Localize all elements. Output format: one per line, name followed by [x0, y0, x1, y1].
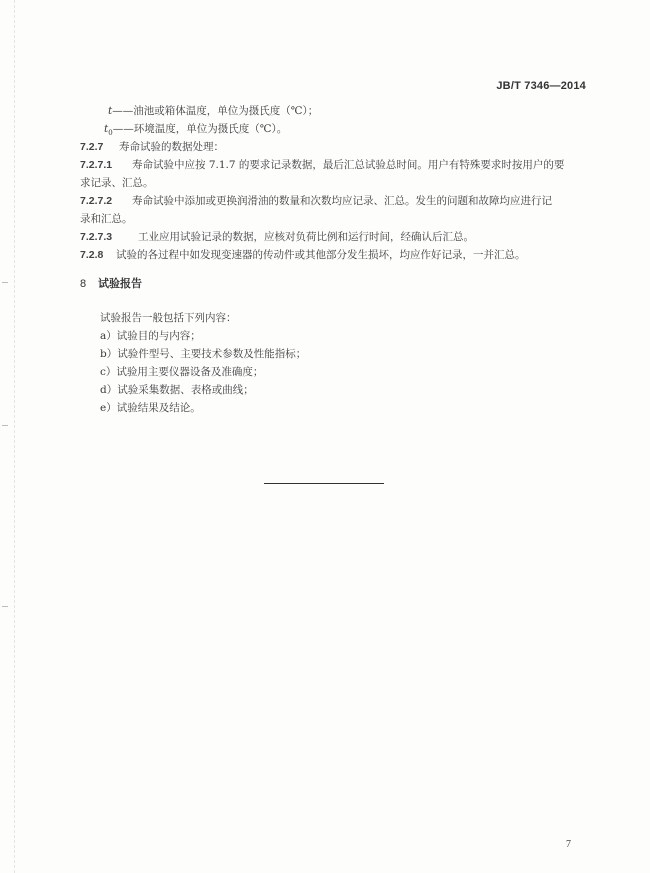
symbol-subscript: 0 — [108, 129, 113, 138]
report-item-d: d）试验采集数据、表格或曲线； — [100, 384, 254, 396]
section-8-intro: 试验报告一般包括下列内容： — [100, 312, 237, 324]
definition-text: ——环境温度，单位为摄氏度（℃）。 — [112, 123, 288, 135]
clause-number: 7.2.8 — [80, 249, 104, 261]
end-of-document-rule — [264, 483, 384, 484]
clause-text: 寿命试验中添加或更换润滑油的数量和次数均应记录、汇总。发生的问题和故障均应进行记 — [132, 195, 552, 207]
clause-7-2-7-2-continued: 录和汇总。 — [80, 213, 133, 225]
margin-mark — [2, 606, 8, 607]
section-title: 试验报告 — [98, 278, 142, 290]
report-item-b: b）试验件型号、主要技术参数及性能指标； — [100, 348, 307, 360]
section-number: 8 — [80, 278, 87, 290]
clause-7-2-7-1 — [80, 157, 564, 173]
symbol: t — [108, 105, 113, 117]
clause-text: 寿命试验的数据处理： — [119, 141, 224, 153]
clause-7-2-7-3 — [80, 229, 474, 245]
definition-text: ——油池或箱体温度，单位为摄氏度（℃）； — [112, 105, 319, 117]
clause-number: 7.2.7.1 — [80, 159, 113, 171]
binding-edge-line — [14, 0, 15, 873]
clause-7-2-7-2 — [80, 193, 552, 209]
clause-text: 试验的各过程中如发现变速器的传动件或其他部分发生损坏，均应作好记录，一并汇总。 — [116, 249, 526, 261]
margin-mark — [2, 425, 8, 426]
clause-number: 7.2.7.3 — [80, 231, 113, 243]
clause-text: 寿命试验中应按 7.1.7 的要求记录数据，最后汇总试验总时间。用户有特殊要求时按用户的要 — [132, 159, 565, 171]
report-item-a: a）试验目的与内容； — [100, 330, 201, 342]
clause-7-2-7-1-continued: 求记录、汇总。 — [80, 177, 154, 189]
definition-t — [108, 103, 318, 119]
clause-7-2-8 — [80, 247, 526, 263]
page-number: 7 — [566, 839, 571, 850]
clause-number: 7.2.7.2 — [80, 195, 113, 207]
clause-number: 7.2.7 — [80, 141, 104, 153]
report-item-e: e）试验结果及结论。 — [100, 402, 201, 414]
margin-mark — [2, 282, 8, 283]
section-8-heading — [80, 276, 142, 292]
standard-code: JB/T 7346—2014 — [496, 80, 586, 92]
symbol: t — [104, 123, 109, 135]
clause-7-2-7 — [80, 139, 224, 155]
report-item-c: c）试验用主要仪器设备及准确度； — [100, 366, 264, 378]
clause-text: 工业应用试验记录的数据，应核对负荷比例和运行时间，经确认后汇总。 — [138, 231, 474, 243]
